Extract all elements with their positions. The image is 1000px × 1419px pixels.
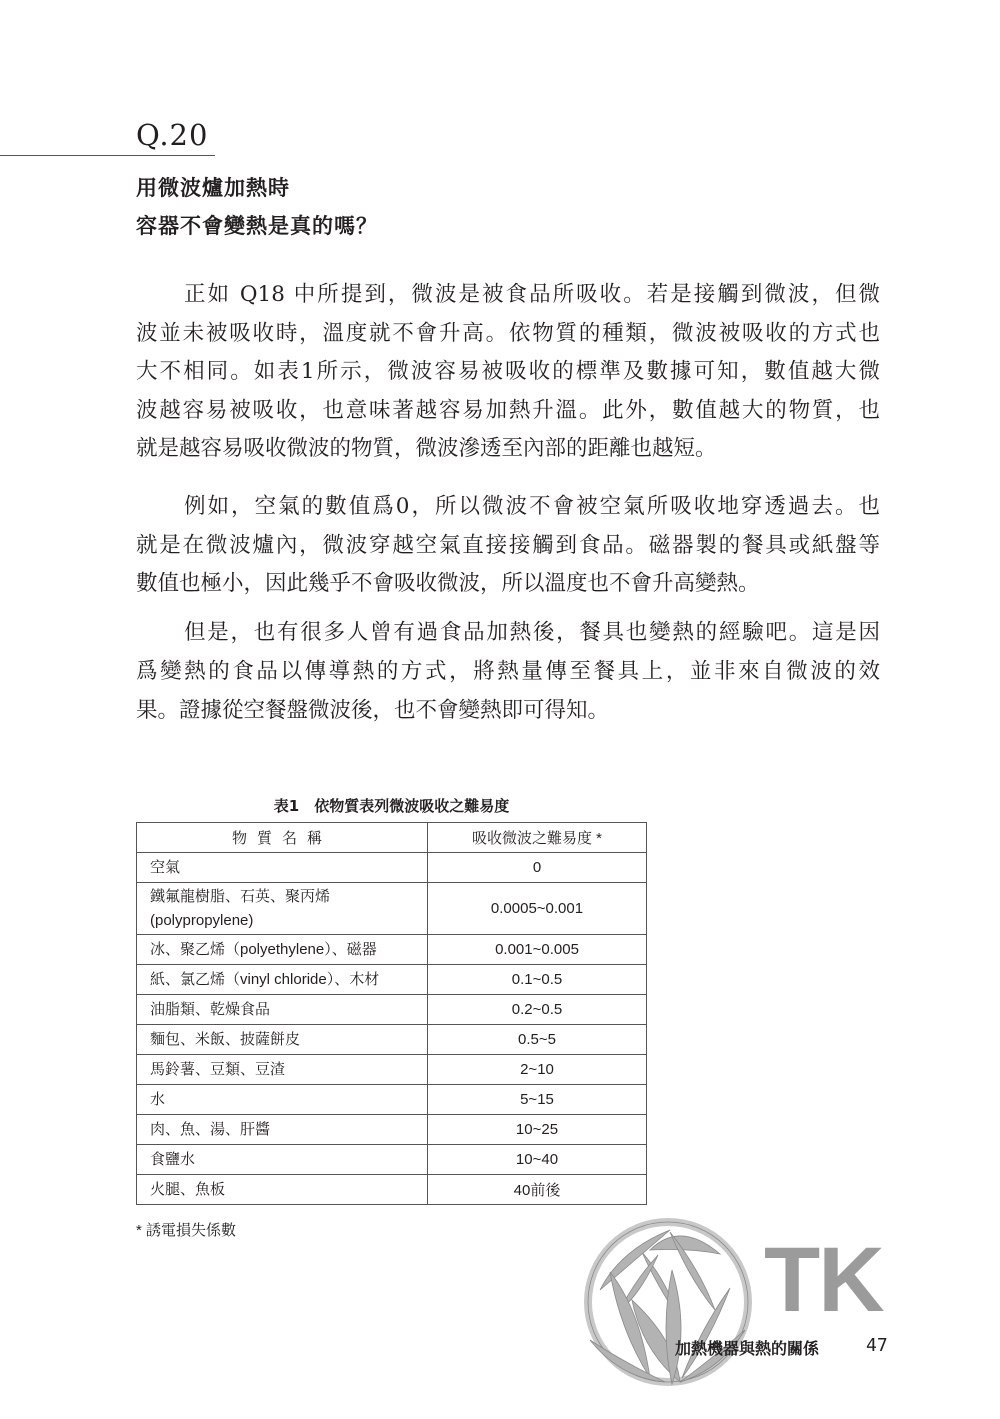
absorption-value: 0.5~5 (428, 1025, 647, 1055)
question-number: Q.20 (136, 118, 209, 152)
absorption-value: 0.1~0.5 (428, 965, 647, 995)
absorption-value: 10~40 (428, 1145, 647, 1175)
substance-name: 油脂類、乾燥食品 (137, 995, 428, 1025)
absorption-value: 0.0005~0.001 (428, 883, 647, 935)
title-line-1: 用微波爐加熱時 (136, 176, 290, 200)
substance-name: 麵包、米飯、披薩餅皮 (137, 1025, 428, 1055)
header-absorption: 吸收微波之難易度 * (428, 823, 647, 853)
substance-name: 肉、魚、湯、肝醬 (137, 1115, 428, 1145)
table-row (137, 1115, 647, 1145)
absorption-value: 5~15 (428, 1085, 647, 1115)
question-rule (0, 155, 215, 156)
substance-name: 鐵氟龍樹脂、石英、聚丙烯 (polypropylene) (137, 883, 428, 935)
absorption-table (136, 822, 647, 1205)
paragraph-3-line-1: 但是，也有很多人曾有過食品加熱後，餐具也變熱的經驗吧。這是因 (184, 620, 880, 645)
absorption-value: 2~10 (428, 1055, 647, 1085)
table-row (137, 1025, 647, 1055)
substance-name: 冰、聚乙烯（polyethylene）、磁器 (137, 935, 428, 965)
page-number: 47 (866, 1335, 888, 1356)
substance-name: 馬鈴薯、豆類、豆渣 (137, 1055, 428, 1085)
substance-name: 食鹽水 (137, 1145, 428, 1175)
absorption-value: 0.2~0.5 (428, 995, 647, 1025)
bamboo-logo-icon (580, 1210, 760, 1390)
paragraph-2-line-3: 數值也極小，因此幾乎不會吸收微波，所以溫度也不會升高變熱。 (136, 571, 760, 596)
substance-name: 紙、氯乙烯（vinyl chloride）、木材 (137, 965, 428, 995)
absorption-value: 40前後 (428, 1175, 647, 1205)
chapter-title: 加熱機器與熱的關係 (675, 1339, 820, 1358)
table-row (137, 965, 647, 995)
paragraph-2-line-1: 例如，空氣的數值爲0，所以微波不會被空氣所吸收地穿透過去。也 (184, 494, 880, 519)
header-substance-name: 物質名稱 (137, 823, 428, 853)
paragraph-3-line-3: 果。證據從空餐盤微波後，也不會變熱即可得知。 (136, 698, 610, 723)
table-row (137, 1175, 647, 1205)
table-row (137, 1145, 647, 1175)
paragraph-1-line-2: 波並未被吸收時，溫度就不會升高。依物質的種類，微波被吸收的方式也 (136, 321, 880, 346)
paragraph-1-line-5: 就是越容易吸收微波的物質，微波滲透至內部的距離也越短。 (136, 436, 717, 461)
logo-text: TK (764, 1229, 883, 1331)
paragraph-1-line-3: 大不相同。如表1所示，微波容易被吸收的標準及數據可知，數值越大微 (136, 359, 880, 384)
table-row (137, 883, 647, 935)
table-footnote: * 誘電損失係數 (136, 1222, 237, 1239)
substance-name: 火腿、魚板 (137, 1175, 428, 1205)
table-row (137, 935, 647, 965)
title-line-2: 容器不會變熱是真的嗎？ (136, 214, 378, 238)
absorption-value: 0 (428, 853, 647, 883)
paragraph-1-line-4: 波越容易被吸收，也意味著越容易加熱升溫。此外，數值越大的物質，也 (136, 398, 880, 423)
substance-name: 水 (137, 1085, 428, 1115)
paragraph-2-line-2: 就是在微波爐內，微波穿越空氣直接接觸到食品。磁器製的餐具或紙盤等 (136, 533, 880, 558)
table-row (137, 853, 647, 883)
table-row (137, 1055, 647, 1085)
table-caption: 表1 依物質表列微波吸收之難易度 (273, 797, 510, 815)
paragraph-1-line-1: 正如 Q18 中所提到，微波是被食品所吸收。若是接觸到微波，但微 (184, 282, 880, 307)
table-header-row (137, 823, 647, 853)
absorption-value: 0.001~0.005 (428, 935, 647, 965)
paragraph-3-line-2: 爲變熱的食品以傳導熱的方式，將熱量傳至餐具上，並非來自微波的效 (136, 659, 880, 684)
absorption-value: 10~25 (428, 1115, 647, 1145)
table-row (137, 1085, 647, 1115)
substance-name: 空氣 (137, 853, 428, 883)
table-row (137, 995, 647, 1025)
